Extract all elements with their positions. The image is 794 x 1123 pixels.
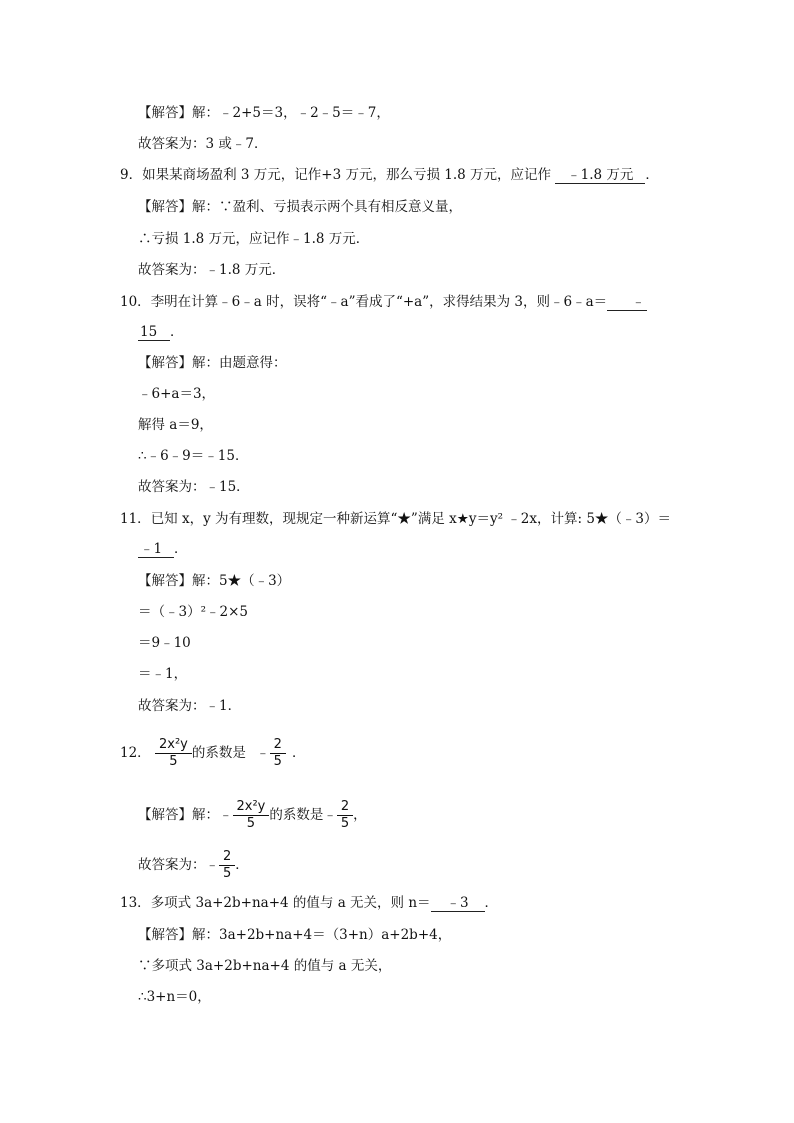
q12-solution-fraction xyxy=(235,799,268,832)
q12-stem-text: 的系数是 xyxy=(191,745,246,761)
q10-solution-line-3: 解得 a＝9， xyxy=(138,417,213,433)
q11-solution-line-2: ＝（﹣3）²﹣2×5 xyxy=(138,604,248,620)
q12-answer-denominator: 5 xyxy=(270,753,286,770)
q10-answer-blank-1: ﹣ xyxy=(607,294,647,311)
q11-answer-blank: ﹣1 xyxy=(138,541,174,558)
q12-answer-line-fraction xyxy=(221,849,233,882)
q9-answer-blank: ﹣1.8 万元 xyxy=(555,167,645,184)
q12-answer-line-numerator: 2 xyxy=(223,849,232,864)
q12-solution-answer-denominator: 5 xyxy=(337,815,353,832)
q12-fraction xyxy=(157,737,190,770)
q12-answer-fraction xyxy=(272,737,284,770)
q11-stem-text: 已知 x，y 为有理数，现规定一种新运算“★”满足 x★y＝y² ﹣2x，计算: 5★（﹣3）＝ xyxy=(150,511,671,527)
q12-solution-end: ， xyxy=(353,807,367,823)
q12-answer-numerator: 2 xyxy=(273,737,282,752)
q12-solution-numerator: 2x²y xyxy=(236,799,266,814)
q11-number: 11． xyxy=(120,511,151,527)
q12-solution-answer-fraction xyxy=(339,799,351,832)
q12-fraction-denominator: 5 xyxy=(155,753,192,770)
q12-stem-end: ． xyxy=(291,745,306,761)
q11-solution-line: 【解答】解：5★（﹣3） xyxy=(138,573,291,589)
q11-stem xyxy=(120,510,671,528)
q10-stem-cont xyxy=(138,323,184,341)
q10-answer-line: 故答案为：﹣15． xyxy=(138,479,250,495)
q9-number: 9． xyxy=(120,167,143,183)
q13-number: 13． xyxy=(120,895,151,911)
q11-solution-line-3: ＝9﹣10 xyxy=(138,635,191,651)
q12-answer-prefix: 故答案为：﹣ xyxy=(138,857,219,873)
q10-stem xyxy=(120,293,647,311)
q12-answer-end: ． xyxy=(235,857,249,873)
q13-stem-end: ． xyxy=(484,895,499,911)
q10-solution-line-2: ﹣6+a＝3， xyxy=(138,386,216,402)
q9-solution-line: 【解答】解：∵盈利、亏损表示两个具有相反意义量， xyxy=(138,199,462,215)
q8-answer-line: 故答案为：3 或﹣7． xyxy=(138,136,268,152)
q12-fraction-numerator: 2x²y xyxy=(158,737,188,752)
q9-answer-line: 故答案为：﹣1.8 万元． xyxy=(138,262,286,278)
q12-answer-line xyxy=(138,848,249,882)
q10-solution-line: 【解答】解：由题意得： xyxy=(138,355,287,371)
q11-answer-line: 故答案为：﹣1． xyxy=(138,698,242,714)
q9-stem-end: ． xyxy=(645,167,659,183)
q9-solution-line-2: ∴亏损 1.8 万元，应记作﹣1.8 万元． xyxy=(138,231,370,247)
q11-solution-line-4: ＝﹣1， xyxy=(138,666,188,682)
q10-stem-end: ． xyxy=(170,324,184,340)
q12-solution-mid: 的系数是﹣ xyxy=(269,807,337,823)
q12-answer-line-denominator: 5 xyxy=(219,865,235,882)
q8-solution-line: 【解答】解：﹣2+5＝3，﹣2﹣5＝﹣7， xyxy=(138,105,390,121)
q10-answer-blank-2: 15 xyxy=(138,324,170,341)
q12-solution-answer-numerator: 2 xyxy=(340,799,350,814)
q12-stem xyxy=(120,736,305,770)
q9-stem xyxy=(120,166,659,184)
q9-stem-text: 如果某商场盈利 3 万元，记作+3 万元，那么亏损 1.8 万元，应记作 xyxy=(142,167,556,183)
q11-stem-cont xyxy=(138,540,188,558)
q12-solution-prefix: 【解答】解：﹣ xyxy=(138,807,233,823)
q13-stem-text: 多项式 3a+2b+na+4 的值与 a 无关，则 n＝ xyxy=(150,895,431,911)
q13-solution-line-3: ∴3+n＝0， xyxy=(138,989,211,1005)
q12-number: 12． xyxy=(120,745,151,761)
q12-answer-blank xyxy=(250,737,292,770)
q12-solution-line xyxy=(138,798,367,832)
q13-answer-blank: ﹣3 xyxy=(431,895,485,912)
q13-solution-line-2: ∵多项式 3a+2b+na+4 的值与 a 无关， xyxy=(138,958,392,974)
q12-answer-sign: ﹣ xyxy=(256,745,270,761)
q12-solution-denominator: 5 xyxy=(233,815,270,832)
q10-solution-line-4: ∴﹣6﹣9＝﹣15． xyxy=(138,448,249,464)
q13-solution-line: 【解答】解：3a+2b+na+4＝（3+n）a+2b+4， xyxy=(138,927,452,943)
q10-stem-text: 李明在计算﹣6﹣a 时，误将“﹣a”看成了“+a”，求得结果为 3，则﹣6﹣a＝ xyxy=(150,294,608,310)
q11-stem-end: ． xyxy=(174,541,188,557)
q13-stem xyxy=(120,894,498,912)
q10-number: 10． xyxy=(120,294,151,310)
